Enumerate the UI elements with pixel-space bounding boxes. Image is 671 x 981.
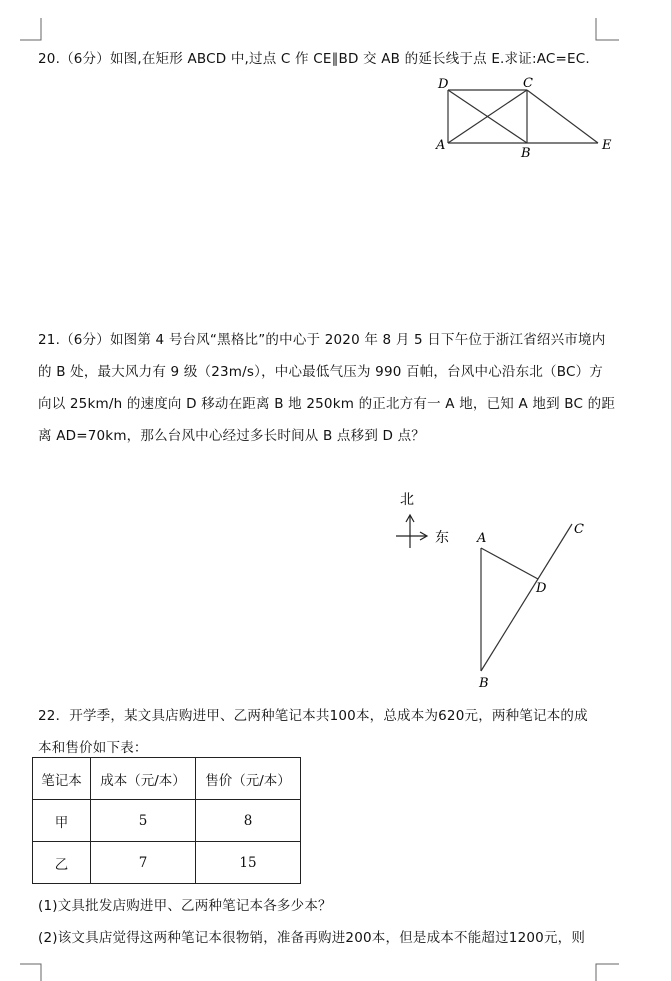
q20-text: 20.（6分）如图,在矩形 ABCD 中,过点 C 作 CE∥BD 交 AB 的延长线于点 E.求证:AC=EC.: [38, 51, 590, 67]
seg-CE: [527, 90, 598, 143]
q20-label-A: A: [436, 138, 446, 153]
q21-label-B: B: [479, 676, 489, 691]
q20-label-D: D: [438, 77, 449, 92]
crop-mark-top-left: [20, 18, 42, 42]
q21-label-C: C: [574, 522, 584, 537]
seg-BC: [481, 524, 572, 671]
q22-line1: 22．开学季，某文具店购进甲、乙两种笔记本共100本，总成本为620元，两种笔记本的成: [38, 708, 588, 724]
q21-label-D: D: [536, 581, 547, 596]
q21-line4: 离 AD=70km，那么台风中心经过多长时间从 B 点移到 D 点？: [38, 428, 426, 444]
q20-label-B: B: [521, 146, 531, 161]
crop-mark-top-right: [595, 18, 619, 42]
table-row: [33, 800, 301, 842]
price-table: [32, 757, 301, 884]
q21-figure: [388, 486, 598, 691]
table-header-cell: 笔记本: [33, 758, 91, 800]
q21-line3: 向以 25km/h 的速度向 D 移动在距离 B 地 250km 的正北方有一 A 地，已知 A 地到 BC 的距: [38, 396, 616, 412]
q20-label-E: E: [602, 138, 612, 153]
crop-mark-bottom-left: [20, 963, 42, 981]
q21-line1: 21.（6分）如图第 4 号台风“黑格比”的中心于 2020 年 8 月 5 日下午位于浙江省绍兴市境内: [38, 332, 606, 348]
table-header-cell: 成本（元/本）: [91, 758, 196, 800]
table-header-row: [33, 758, 301, 800]
q20-label-C: C: [523, 76, 533, 91]
table-cell: 5: [91, 800, 196, 842]
q21-line2: 的 B 处，最大风力有 9 级（23m/s），中心最低气压为 990 百帕，台风中心沿东北（BC）方: [38, 364, 603, 380]
table-row: [33, 842, 301, 884]
q20-figure: [430, 74, 620, 164]
crop-mark-bottom-right: [595, 963, 619, 981]
table-cell: 乙: [33, 842, 91, 884]
seg-AD: [481, 548, 538, 579]
q21-label-A: A: [477, 531, 487, 546]
compass-east-label: 东: [435, 530, 449, 546]
compass-icon: [396, 515, 427, 548]
table-header-cell: 售价（元/本）: [196, 758, 301, 800]
q22-sub2: (2)该文具店觉得这两种笔记本很物销，准备再购进200本，但是成本不能超过1200元，则: [38, 930, 586, 946]
table-cell: 8: [196, 800, 301, 842]
q22-sub1: (1)文具批发店购进甲、乙两种笔记本各多少本？: [38, 898, 332, 914]
table-cell: 甲: [33, 800, 91, 842]
table-cell: 7: [91, 842, 196, 884]
table-cell: 15: [196, 842, 301, 884]
compass-north-label: 北: [400, 492, 414, 508]
q22-line2: 本和售价如下表：: [38, 740, 148, 756]
